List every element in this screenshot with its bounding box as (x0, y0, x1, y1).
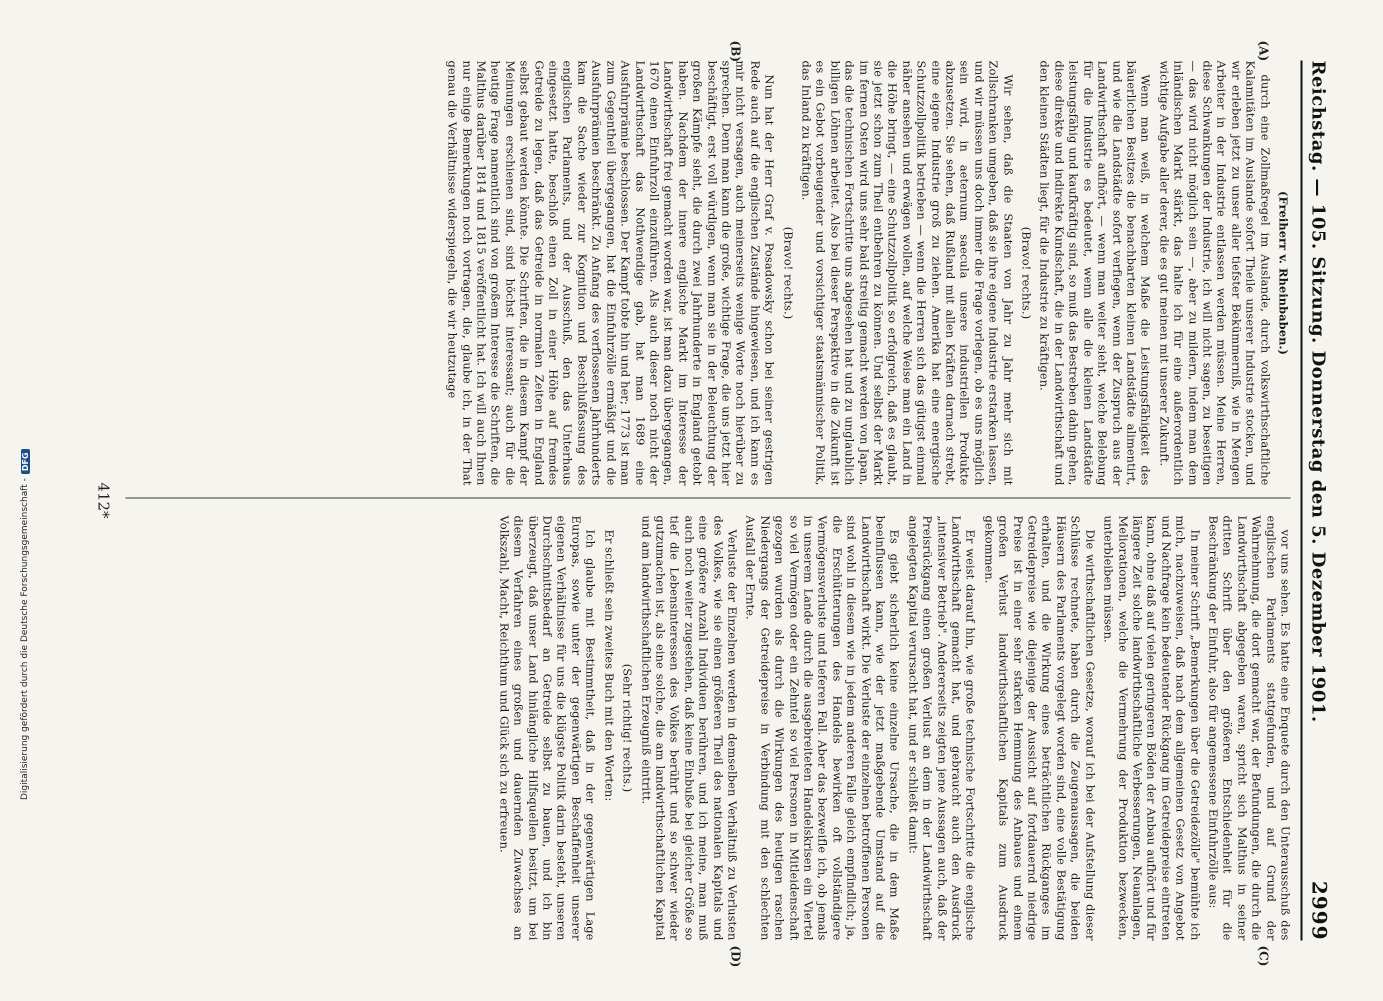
quote-paragraph: In meiner Schrift „Bemerkungen über die Getreidezölle" bemühte ich mich, nachzuweisen, daß nach dem allgemeinen Gesetz von Angebot und Nachfrage kein bedeutender Rückgang im Getreidepreise eintreten kann, ohne daß auf vielen geringeren Böden der Anbau aufhört und für längere Zeit solche landwirthschaftliche Verbesserungen, Neuanlagen, Meliorationen, welche die Vermehrung der Produktion bezwecken, unterbleiben müssen. (1101, 515, 1203, 941)
dfg-logo-icon: DFG (21, 449, 30, 474)
interjection: (Bravo! rechts.) (1019, 226, 1034, 320)
interjection: (Bravo! rechts.) (781, 226, 796, 320)
page-number: 2999 (1307, 880, 1332, 941)
rotated-document (0, 1, 1383, 1001)
quote-paragraph: Die wirthschaftlichen Gesetze, worauf ich bei der Aufstellung dieser Schlüsse rechnete, haben durch die Zeugenaussagen, die beiden Häusern des Parlaments vorgelegt worden sind, eine volle Bestätigung erhalten, und die Wirkung eines beträchtlichen Rückganges im Getreidepreise wie diejenige der Aussicht auf fortdauernd niedrige Preise ist in einer sehr starken Hemmung des Anbaues und einem großen Verlust landwirthschaftlichen Kapitals zum Ausdruck gekommen. (982, 515, 1098, 941)
credit-text: Digitalisierung gefördert durch die Deutsche Forschungsgemeinschaft - (20, 478, 30, 800)
margin-letter-a: (A) (1256, 40, 1271, 62)
quote-paragraph: Verluste der Einzelnen werden in demselben Verhältniß zu Verlusten des Volkes, wie sie einen größeren Theil des nationalen Kapitals und eine größere Anzahl Individuen berühren, und ich meine, man muß auch noch weiter zugestehen, daß keine Einbuße bei gleicher Größe so tief die Lebensinteressen des Volkes berührt und so schwer wieder gutzumachen ist, als eine solche, die am landwirthschaftlichen Kapital und am landwirthschaftlichen Erzeugniß eintritt. (639, 515, 740, 941)
page-header (1308, 61, 1338, 941)
paragraph: Er weist darauf hin, wie große technische Fortschritte die englische Landwirthschaft gemacht hat, und gebraucht auch den Ausdruck „intensiver Betrieb". Andererseits zeigten jene Aussagen auch, daß der Preisrückgang einen großen Verlust an dem in der Landwirthschaft angelegten Kapital verursacht hat, und er schließt damit: (906, 515, 978, 941)
paragraph: Wir sehen, daß die Staaten von Jahr zu Jahr mehr sich mit Zollschranken umgeben, daß sie ihre eigene Industrie erstarken lassen, und wir müssen uns doch immer die Frage vorlegen, ob es uns möglich sein wird, in aeternum saecula unsere industriellen Produkte abzusetzen. Sie sehen, daß Rußland mit allen Kräften darnach strebt, eine eigene Industrie groß zu ziehen. Amerika hat eine energische Schutzzollpolitik betrieben — wenn die Herren sich das gütigst einmal näher ansehen und erwägen wollen, auf welche Weise man ein Land in die Höhe bringt, — eine Schutzzollpolitik so erfolgreich, daß es glaubt, sie jetzt schon zum Theil entbehren zu können. Und selbst der Markt im fernen Osten wird uns sehr bald streitig gemacht werden von Japan, das die technischen Fortschritte uns abgesehen hat und zu unglaublich billigen Löhnen arbeitet. Also bei dieser Perspektive in die Zukunft ist es ein Gebot vorbeugender und vorsichtiger staatsmännischer Politik, das Inland zu kräftigen. (799, 60, 1016, 486)
paragraph: vor uns sehen. Es hatte eine Enquete durch den Unterausschuß des englischen Parlaments stattgefunden, und auf Grund der Wahrnehmung, die dort gemacht war, der Befundungen, die durch die Landwirthschaft abgegeben waren, spricht sich Malthus in seiner dritten Schrift über den größeren Entschiedenheit für die Beschränkung der Einfuhr, also für angemessene Einfuhrzölle aus: (1206, 515, 1293, 941)
margin-letter-c: (C) (1256, 945, 1271, 967)
paragraph: Nun hat der Herr Graf v. Posadowsky schon bei seiner gestrigen Rede auch auf die englischen Zustände hingewiesen, und ich kann es mir nicht versagen, auch meinerseits wenige Worte noch hierüber zu sprechen. Denn man kann die große, wichtige Frage, die uns jetzt hier beschäftigt, erst voll würdigen, wenn man sie in der Beleuchtung der großen Kämpfe sieht, die durch zwei Jahrhunderte in England getobt haben. Nachdem der innere englische Markt im Interesse der Landwirthschaft frei gemacht worden war, ist man dazu übergegangen, 1670 einen Einfuhrzoll einzuführen. Als auch dieser noch nicht der Landwirthschaft das Nothwendige gab, hat man 1689 eine Ausfuhrprämie beschlossen. Der Kampf tobte hin und her; 1773 ist man zum Gegentheil übergegangen, hat die Einfuhrzölle ermäßigt und die Ausfuhrprämien beschränkt. Zu Anfang des verflossenen Jahrhunderts kam die Sache wieder zur Kognition und Beschlußfassung des englischen Parlaments, und der Ausschuß, den das Unterhaus eingesetzt hatte, beschloß einen Zoll in einer Höhe auf fremdes Getreide zu legen, daß das Getreide in normalen Zeiten in England selbst gebaut werden könnte. Die Schriften, die in diesem Kampf der Meinungen erschienen sind, sind höchst interessant; auch für die heutige Frage namentlich sind von großem Interesse die Schriften, die Malthus darüber 1814 und 1815 veröffentlicht hat. Ich will auch Ihnen nur einige Bemerkungen noch vortragen, die, glaube ich, in der That genau die Verhältnisse widerspiegeln, die wir heutzutage (445, 60, 777, 486)
right-column (123, 516, 1293, 941)
margin-letter-d: (D) (728, 945, 743, 968)
interjection: (Sehr richtig! rechts.) (620, 663, 635, 793)
column-divider (126, 498, 1291, 499)
left-column (123, 61, 1293, 486)
sheet-number: 412* (94, 482, 113, 519)
header-rule (1301, 61, 1303, 941)
page-title: Reichstag. — 105. Sitzung. Donnerstag den 5. Dezember 1901. (1307, 60, 1329, 723)
paragraph: Wenn man weiß, in welchem Maße die Leistungsfähigkeit des bäuerlichen Besitzes die benachbarten kleinen Landstädte alimentirt, und wie die Landstädte sofort verfiegen, wenn der Zuspruch aus der Landwirthschaft aufhört, — wenn man weiter sieht, welche Belebung für die Industrie es bedeutet, wenn alle die kleinen Landstädte leistungsfähig und kaufkräftig sind, so muß das Bestreben dahin gehen, diese direkte und indirekte Kundschaft, die in der Landwirthschaft und den kleinen Städten liegt, für die Industrie zu kräftigen. (1038, 60, 1153, 486)
speaker-name: (Freiherr v. Rheinbaben.) (1276, 190, 1291, 356)
margin-letter-b: (B) (728, 40, 743, 62)
quote-paragraph: Ich glaube mit Bestimmtheit, daß in der gegenwärtigen Lage Europas, sowie unter der gegenwärtigen Beschaffenheit unserer eigenen Verhältnisse für uns die klügste Politik darin besteht, unseren Durchschnittsbedarf an Getreide selbst zu bauen, und ich bin überzeugt, daß unser Land hinlängliche Hilfsquellen besitzt, um bei diesem Verfahren eines großen und dauernden Zuwachses an Volkszahl, Macht, Reichthum und Glück sich zu erfreuen. (497, 515, 598, 941)
quote-paragraph: Es giebt sicherlich keine einzelne Ursache, die in dem Maße beeinflussen kann, wie der jetzt maßgebende Umstand auf die Landwirthschaft wirkt. Die Verluste der einzelnen betroffenen Personen sind wohl in diesem wie in jedem anderen Falle gleich empfindlich; ja, die Erschütterungen des Handels bewirken oft vollständigere Vermögensverluste und tieferen Fall. Aber das bezweifle ich, ob jemals in unserem Lande durch die ausgebreiteten Handelskrisen ein Viertel so viel Vermögen oder ein Zehntel so viel Personen in Mitleidenschaft gezogen wurden als durch die Wirkungen des heutigen raschen Niedergangs der Getreidepreise in Verbindung mit den schlechten Ausfall der Ernte. (743, 515, 902, 941)
paragraph: Er schließt sein zweites Buch mit den Worten: (602, 529, 617, 802)
paragraph: durch eine Zollmaßregel im Auslande, durch volkswirthschaftliche Kalamitäten im Auslande sofort Theile unserer Industrie stocken, und wir erleben jetzt zu unser aller tiefster Bekümmerniß, wie in Mengen Arbeiter in der Industrie entlassen werden müssen. Meine Herren, diese Schwankungen der Industrie, ich will nicht sagen, zu beseitigen — das wird nicht möglich sein —, aber zu mildern, indem man dem inländischen Markt stärkt, das halte ich für eine außerordentlich wichtige Aufgabe aller derer, die es gut meinen mit unserer Zukunft. (1157, 60, 1273, 486)
